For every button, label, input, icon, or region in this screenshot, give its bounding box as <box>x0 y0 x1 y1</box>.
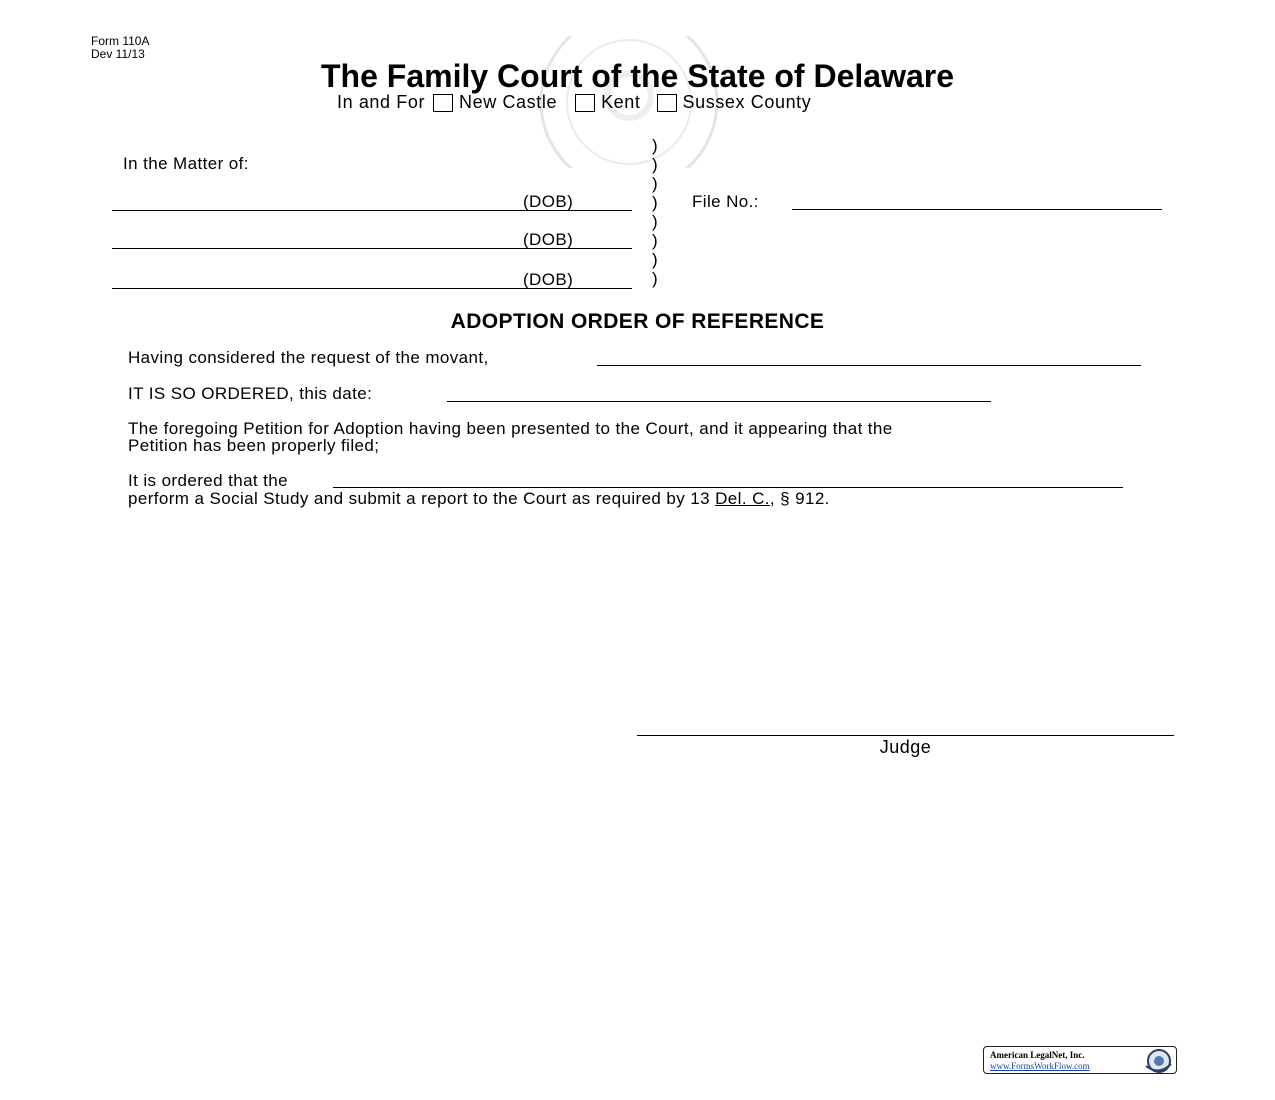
in-the-matter-of-label: In the Matter of: <box>123 154 249 173</box>
petition-text-line-1: The foregoing Petition for Adoption having been presented to the Court, and it appearing that the <box>128 419 893 438</box>
kent-label: Kent <box>601 92 641 112</box>
caption-divider: ) <box>652 231 658 250</box>
vendor-name: American LegalNet, Inc. <box>990 1050 1085 1060</box>
in-and-for-label: In and For <box>337 92 426 112</box>
social-study-text <box>128 490 830 507</box>
dob-label: (DOB) <box>523 230 574 249</box>
file-no-field[interactable] <box>792 209 1162 210</box>
new-castle-label: New Castle <box>459 92 558 112</box>
dob-label: (DOB) <box>523 270 574 289</box>
caption-divider: ) <box>652 193 658 212</box>
social-study-text-suffix: , § 912. <box>769 489 830 508</box>
statute-citation: Del. C. <box>715 489 770 508</box>
new-castle-checkbox[interactable] <box>433 94 453 112</box>
movant-label: Having considered the request of the movant, <box>128 348 489 367</box>
caption-divider: ) <box>652 269 658 288</box>
caption-divider: ) <box>652 212 658 231</box>
caption-divider: ) <box>652 136 658 155</box>
county-selector <box>337 92 811 113</box>
sussex-county-checkbox[interactable] <box>657 94 677 112</box>
form-revision: Dev 11/13 <box>91 47 145 61</box>
ordered-that-field[interactable] <box>333 487 1123 488</box>
vendor-url-link[interactable]: www.FormsWorkFlow.com <box>990 1061 1090 1071</box>
caption-divider: ) <box>652 174 658 193</box>
judge-signature-line[interactable] <box>637 735 1174 736</box>
movant-field[interactable] <box>597 365 1141 366</box>
dob-label: (DOB) <box>523 192 574 211</box>
caption-divider: ) <box>652 250 658 269</box>
vendor-globe-icon <box>1141 1048 1175 1074</box>
caption-divider: ) <box>652 155 658 174</box>
ordered-date-field[interactable] <box>447 401 991 402</box>
court-title: The Family Court of the State of Delaware <box>321 58 954 94</box>
file-no-label: File No.: <box>692 192 759 211</box>
kent-checkbox[interactable] <box>575 94 595 112</box>
order-heading: ADOPTION ORDER OF REFERENCE <box>450 310 825 333</box>
ordered-date-label: IT IS SO ORDERED, this date: <box>128 384 373 403</box>
petition-text-line-2: Petition has been properly filed; <box>128 436 380 455</box>
judge-label: Judge <box>879 737 932 757</box>
ordered-that-label: It is ordered that the <box>128 471 288 490</box>
social-study-text-prefix: perform a Social Study and submit a report to the Court as required by 13 <box>128 489 716 508</box>
form-number: Form 110A <box>91 34 150 48</box>
sussex-county-label: Sussex County <box>682 92 812 112</box>
